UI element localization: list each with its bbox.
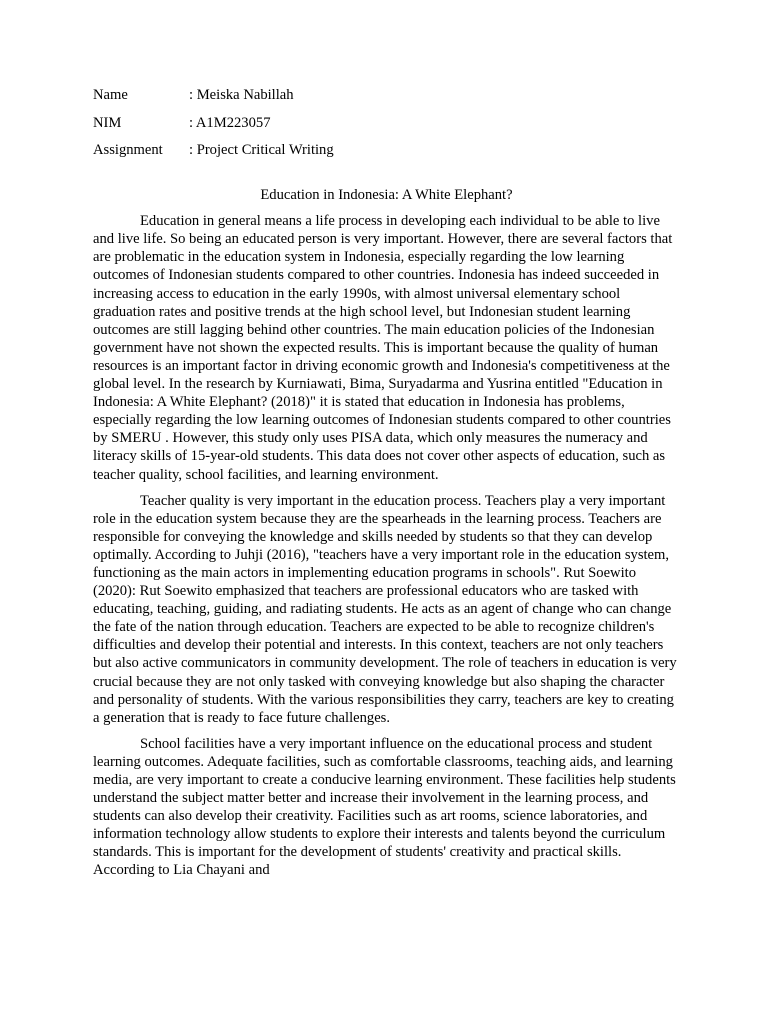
name-row	[93, 86, 680, 104]
name-label: Name	[93, 87, 128, 103]
name-value: : Meiska Nabillah	[189, 87, 294, 103]
nim-label: NIM	[93, 114, 122, 131]
document-title: Education in Indonesia: A White Elephant?	[260, 187, 513, 204]
assignment-value: : Project Critical Writing	[189, 142, 334, 159]
paragraph: Teacher quality is very important in the education process. Teachers play a very important role in the education system because they are the spearheads in the learning process. Teachers are responsible for conveying the knowledge and skills needed by students so that they can develop optimally. According to Juhji (2016), "teachers have a very important role in the education system, functioning as the main actors in implementing education programs in schools". Rut Soewito (2020): Rut Soewito emphasized that teachers are professional educators who are tasked with educating, teaching, guiding, and radiating students. He acts as an agent of change who can change the fate of the nation through education. Teachers are expected to be able to recognize children's difficulties and develop their potential and interests. In this context, teachers are not only teachers but also active communicators in community development. The role of teachers in education is very crucial because they are not only tasked with conveying knowledge but also shaping the character and personality of students. With the various responsibilities they carry, teachers are key to creating a generation that is ready to face future challenges.	[93, 492, 677, 726]
student-info	[93, 86, 680, 159]
paragraph: School facilities have a very important influence on the educational process and student learning outcomes. Adequate facilities, such as comfortable classrooms, teaching aids, and learning media, are very important to create a conducive learning environment. These facilities help students understand the subject matter better and increase their involvement in the learning process, and students can also develop their creativity. Facilities such as art rooms, science laboratories, and information technology allow students to explore their interests and talents beyond the curriculum standards. This is important for the development of students' creativity and practical skills. According to Lia Chayani and	[93, 735, 676, 879]
nim-value: : A1M223057	[189, 114, 271, 131]
assignment-row	[93, 141, 680, 159]
nim-row	[93, 114, 680, 132]
document-body	[93, 212, 680, 879]
assignment-label: Assignment	[93, 142, 163, 159]
paragraph: Education in general means a life process in developing each individual to be able to live and live life. So being an educated person is very important. However, there are several factors that are problematic in the education system in Indonesia, especially regarding the low learning outcomes of Indonesian students compared to other countries. Indonesia has indeed succeeded in increasing access to education in the early 1990s, with almost universal elementary school graduation rates and positive trends at the high school level, but Indonesian student learning outcomes are still lagging behind other countries. The main education policies of the Indonesian government have not shown the expected results. This is important because the quality of human resources is an important factor in driving economic growth and Indonesia's competitiveness at the global level. In the research by Kurniawati, Bima, Suryadarma and Yusrina entitled "Education in Indonesia: A White Elephant? (2018)" it is stated that education in Indonesia has problems, especially regarding the low learning outcomes of Indonesian students compared to other countries by SMERU . However, this study only uses PISA data, which only measures the numeracy and literacy skills of 15-year-old students. This data does not cover other aspects of education, such as teacher quality, school facilities, and learning environment.	[93, 213, 673, 483]
